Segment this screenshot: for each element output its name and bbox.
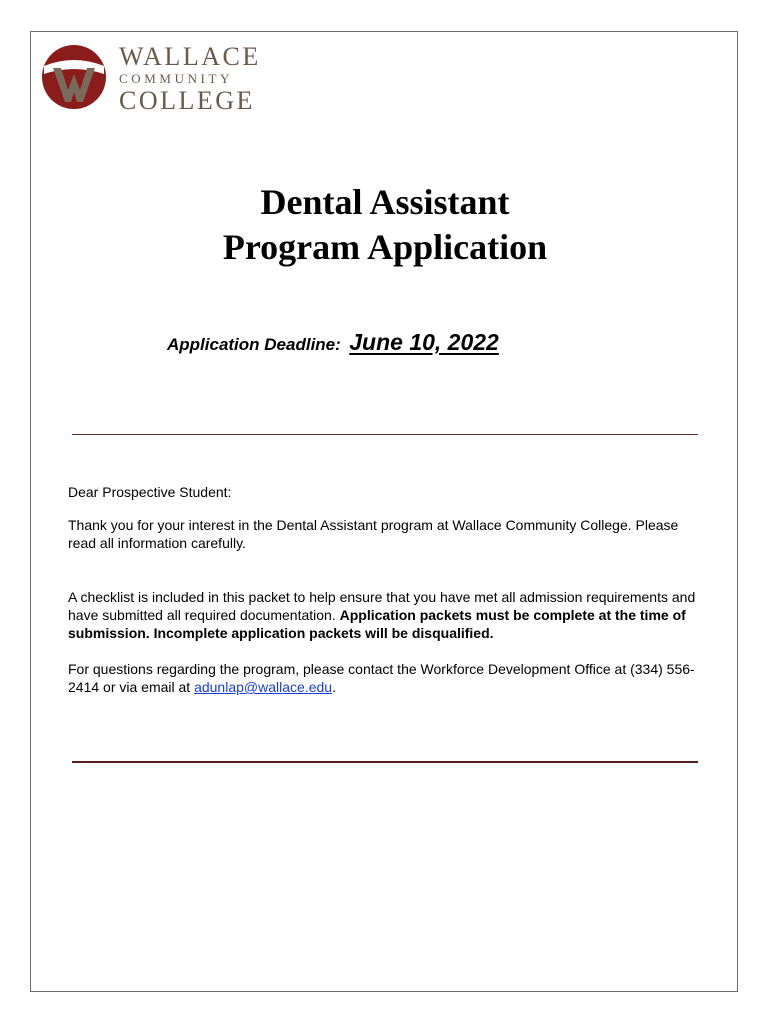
checklist-text: A checklist is included in this packet to help ensure that you have met all admission requirements and have submitted all required documentation. bbox=[68, 589, 696, 623]
contact-text: For questions regarding the program, please contact the Workforce Development Office at (334) 556-2414 or via email at bbox=[68, 661, 695, 695]
deadline-date: June 10, 2022 bbox=[349, 329, 499, 355]
email-link[interactable]: adunlap@wallace.edu bbox=[194, 679, 333, 695]
checklist-paragraph bbox=[68, 588, 708, 642]
logo-wordmark bbox=[119, 44, 261, 114]
college-logo bbox=[41, 44, 271, 116]
logo-line-community: COMMUNITY bbox=[119, 71, 234, 86]
deadline-label: Application Deadline: bbox=[167, 335, 341, 354]
contact-end: . bbox=[332, 679, 336, 695]
salutation: Dear Prospective Student: bbox=[68, 484, 232, 500]
checklist-warning: Application packets must be complete at the time of submission. Incomplete application packets will be disqualified. bbox=[68, 607, 686, 641]
logo-line-college: COLLEGE bbox=[119, 86, 255, 115]
document-title bbox=[31, 180, 739, 270]
intro-paragraph: Thank you for your interest in the Dental Assistant program at Wallace Community College. Please read all information carefully. bbox=[68, 517, 679, 551]
document-page bbox=[30, 31, 738, 992]
contact-paragraph bbox=[68, 660, 708, 696]
logo-line-wallace: WALLACE bbox=[119, 42, 261, 71]
bottom-divider bbox=[72, 761, 698, 763]
title-line-1: Dental Assistant bbox=[260, 182, 510, 222]
top-divider bbox=[72, 434, 698, 435]
application-deadline bbox=[167, 329, 499, 356]
emblem-icon bbox=[41, 44, 107, 110]
title-line-2: Program Application bbox=[222, 227, 548, 267]
